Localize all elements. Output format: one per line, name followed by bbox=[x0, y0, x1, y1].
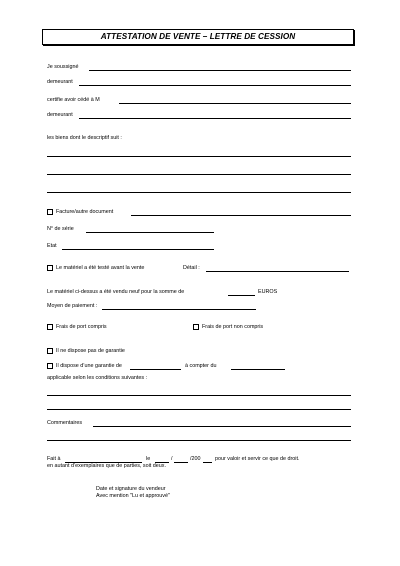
label-certifie: certifie avoir cédé à M bbox=[47, 97, 100, 103]
etat-line[interactable] bbox=[62, 249, 214, 250]
annee-line[interactable] bbox=[203, 462, 212, 463]
document-title: ATTESTATION DE VENTE – LETTRE DE CESSION bbox=[42, 29, 354, 45]
label-exemplaires: en autant d’exemplaires que de parties, soit deux. bbox=[47, 463, 166, 469]
demeurant-2-line[interactable] bbox=[79, 118, 351, 119]
label-biens: les biens dont le descriptif suit : bbox=[47, 135, 122, 141]
label-valoir: pour valoir et servir ce que de droit. bbox=[215, 456, 300, 462]
signature-label-1: Date et signature du vendeur bbox=[96, 486, 166, 492]
facture-checkbox[interactable] bbox=[47, 209, 53, 215]
label-je-soussigne: Je soussigné bbox=[47, 64, 79, 70]
detail-line[interactable] bbox=[206, 271, 349, 272]
label-serie: N° de série bbox=[47, 226, 74, 232]
commentaires-line-1[interactable] bbox=[93, 426, 351, 427]
label-vendu-neuf: Le matériel ci-dessus a été vendu neuf pour la somme de bbox=[47, 289, 185, 295]
garantie-duree-line[interactable] bbox=[130, 369, 181, 370]
serie-line[interactable] bbox=[86, 232, 214, 233]
label-garantie-a: Il dispose d’une garantie de bbox=[56, 363, 122, 369]
label-commentaires: Commentaires bbox=[47, 420, 83, 426]
label-fait-a: Fait à bbox=[47, 456, 61, 462]
label-port-compris: Frais de port compris bbox=[56, 324, 107, 330]
label-teste: Le matériel a été testé avant la vente bbox=[56, 265, 145, 271]
port-non-compris-checkbox[interactable] bbox=[193, 324, 199, 330]
teste-checkbox[interactable] bbox=[47, 265, 53, 271]
label-garantie-b: à compter du bbox=[185, 363, 217, 369]
demeurant-1-line[interactable] bbox=[79, 85, 351, 86]
label-demeurant-2: demeurant bbox=[47, 112, 73, 118]
biens-line-3[interactable] bbox=[47, 192, 351, 193]
port-compris-checkbox[interactable] bbox=[47, 324, 53, 330]
label-pas-garantie: Il ne dispose pas de garantie bbox=[56, 348, 125, 354]
somme-line[interactable] bbox=[228, 295, 255, 296]
biens-line-2[interactable] bbox=[47, 174, 351, 175]
label-conditions: applicable selon les conditions suivantes : bbox=[47, 375, 148, 381]
label-etat: Etat bbox=[47, 243, 57, 249]
biens-line-1[interactable] bbox=[47, 156, 351, 157]
label-annee: /200 bbox=[190, 456, 201, 462]
pas-garantie-checkbox[interactable] bbox=[47, 348, 53, 354]
label-euros: EUROS bbox=[258, 289, 278, 295]
conditions-line-1[interactable] bbox=[47, 395, 351, 396]
certifie-line[interactable] bbox=[119, 103, 351, 104]
label-facture: Facture/autre document bbox=[56, 209, 114, 215]
label-paiement: Moyen de paiement : bbox=[47, 303, 98, 309]
label-slash: / bbox=[171, 456, 173, 462]
conditions-line-2[interactable] bbox=[47, 409, 351, 410]
facture-line[interactable] bbox=[131, 215, 351, 216]
je-soussigne-line[interactable] bbox=[89, 70, 351, 71]
garantie-date-line[interactable] bbox=[231, 369, 285, 370]
paiement-line[interactable] bbox=[102, 309, 256, 310]
mois-line[interactable] bbox=[174, 462, 188, 463]
label-detail: Détail : bbox=[183, 265, 200, 271]
commentaires-line-2[interactable] bbox=[47, 440, 351, 441]
label-le: le bbox=[146, 456, 151, 462]
label-port-non-compris: Frais de port non compris bbox=[202, 324, 264, 330]
garantie-checkbox[interactable] bbox=[47, 363, 53, 369]
signature-label-2: Avec mention "Lu et approuvé" bbox=[96, 493, 170, 499]
label-demeurant-1: demeurant bbox=[47, 79, 73, 85]
